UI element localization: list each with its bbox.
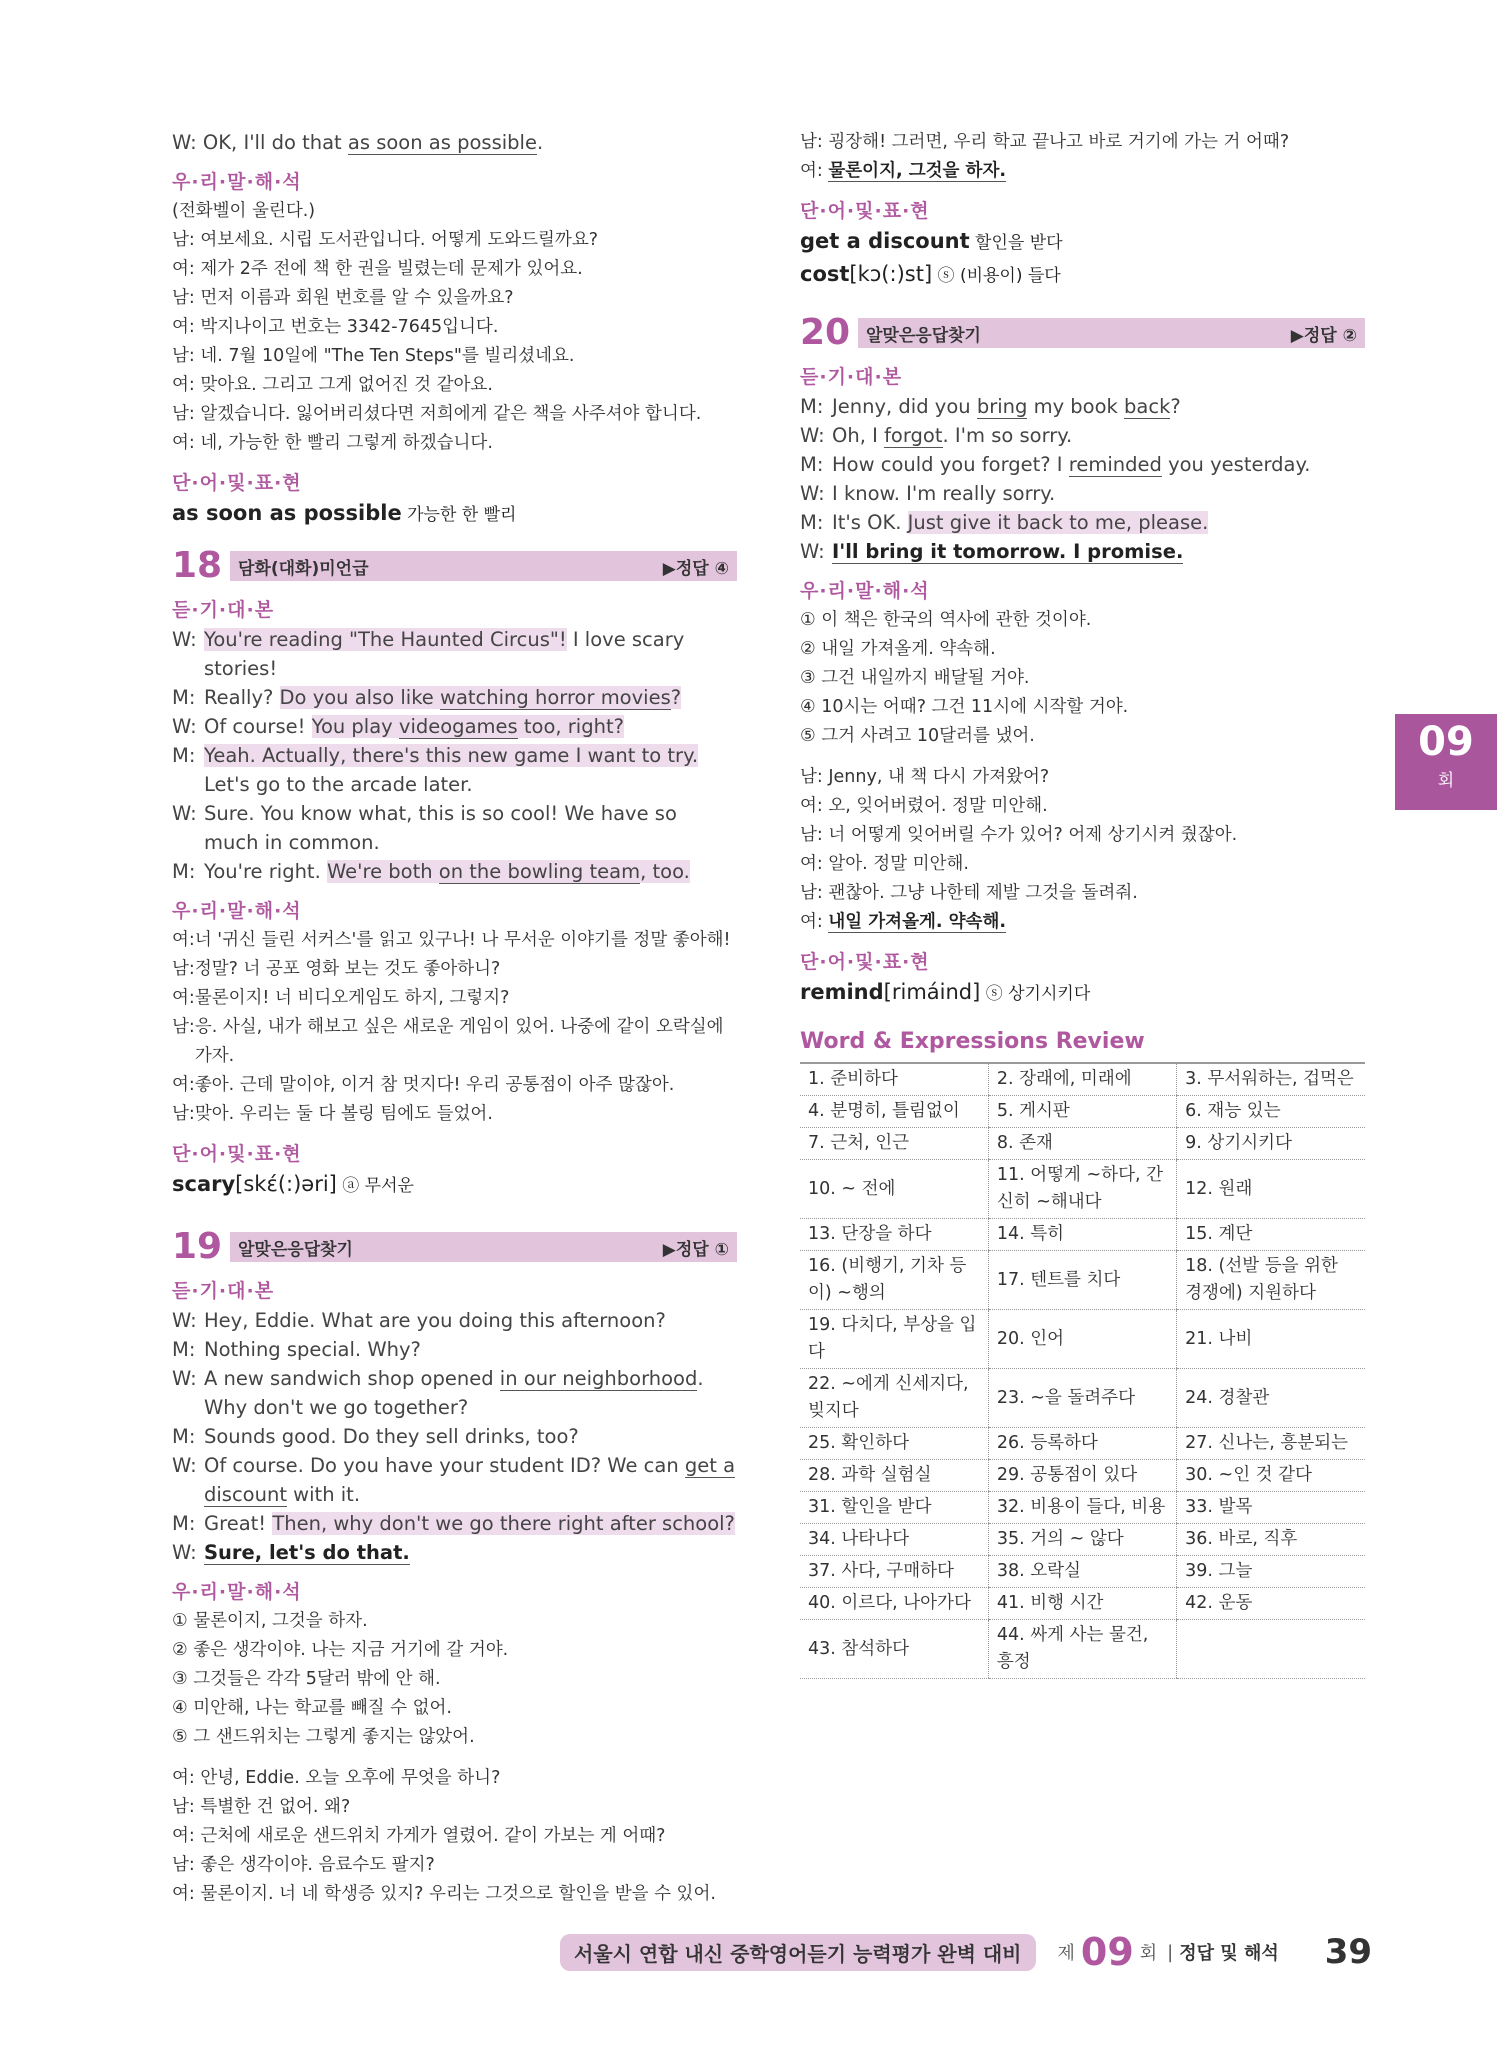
- dialogue-text: [204, 1509, 737, 1538]
- translation-line: 남: 네. 7월 10일에 "The Ten Steps"를 빌리셨네요.: [172, 346, 575, 366]
- s18-title-bar: 담화(대화)미언급 ▶정답 ④: [230, 551, 737, 581]
- translation-text: 남: Jenny, 내 책 다시 가져왔어?: [800, 767, 1050, 787]
- dialogue-text: [204, 1538, 737, 1567]
- dialogue-text: [204, 625, 737, 683]
- review-cell: 25. 확인하다: [800, 1428, 988, 1460]
- dialogue-text: [204, 683, 737, 712]
- translation-text: 여:: [800, 161, 829, 181]
- translation-line: [172, 1013, 737, 1071]
- dialogue-segment: Let's go to the arcade later.: [204, 773, 473, 796]
- dialogue-segment: Sure. You know what, this is so cool! We have so much in common.: [204, 802, 677, 854]
- dialogue-line: [172, 857, 737, 886]
- review-cell: 15. 계단: [1177, 1219, 1365, 1251]
- review-title: Word & Expressions Review: [800, 1029, 1145, 1054]
- translation-line: [172, 1071, 737, 1100]
- s19-script: [172, 1306, 737, 1567]
- translation-line: ⑤ 그거 사려고 10달러를 냈어.: [800, 726, 1035, 746]
- footer: [560, 1932, 1372, 1972]
- dialogue-line: [800, 392, 1365, 421]
- s17-trans-heading: 우·리·말·해·석: [172, 171, 302, 193]
- speaker: 여:: [172, 1075, 195, 1095]
- review-row: [800, 1369, 1365, 1428]
- translation-line: [800, 908, 1365, 937]
- speaker: M:: [172, 860, 196, 883]
- translation-text: 너 '귀신 들린 서커스'를 읽고 있구나! 나 무서운 이야기를 정말 좋아해!: [194, 930, 731, 950]
- translation-line: ② 좋은 생각이야. 나는 지금 거기에 갈 거야.: [172, 1640, 509, 1660]
- dialogue-segment: reminded: [1068, 453, 1162, 476]
- review-cell: 38. 오락실: [988, 1556, 1176, 1588]
- s19-trans-heading: 우·리·말·해·석: [172, 1581, 302, 1603]
- translation-line: 여: 제가 2주 전에 책 한 권을 빌렸는데 문제가 있어요.: [172, 259, 583, 279]
- translation-text: 여: 오, 잊어버렸어. 정말 미안해.: [800, 796, 1048, 816]
- speaker: M:: [172, 1425, 196, 1448]
- footer-label: 정답 및 해석: [1179, 1943, 1279, 1964]
- s20-script: [800, 392, 1365, 566]
- dialogue-line: [800, 537, 1365, 566]
- review-cell: 1. 준비하다: [800, 1063, 988, 1096]
- review-cell: 30. ~인 것 같다: [1177, 1460, 1365, 1492]
- dialogue-line: [172, 799, 737, 857]
- speaker: W:: [172, 802, 197, 825]
- translation-line: [800, 128, 1365, 157]
- review-cell: 22. ~에게 신세지다, 빚지다: [800, 1369, 988, 1428]
- review-cell: 20. 인어: [988, 1310, 1176, 1369]
- s20-header: [800, 314, 1365, 352]
- translation-line: 여: 물론이지. 너 네 학생증 있지? 우리는 그것으로 할인을 받을 수 있어.: [172, 1884, 716, 1904]
- dialogue-segment: I'll bring it tomorrow. I promise.: [832, 540, 1184, 563]
- s19-translation-cont: [800, 128, 1365, 186]
- s19-answer: ▶정답 ①: [662, 1239, 729, 1260]
- dialogue-segment: back: [1124, 395, 1171, 418]
- dialogue-text: [204, 1451, 737, 1509]
- translation-line: [172, 955, 737, 984]
- translation-line: ④ 미안해, 나는 학교를 빼질 수 없어.: [172, 1698, 452, 1718]
- s17-first-line: W: OK, I'll do that as soon as possible.: [172, 131, 544, 154]
- review-cell: 34. 나타나다: [800, 1524, 988, 1556]
- dialogue-line: [172, 1364, 737, 1422]
- review-table: [800, 1062, 1365, 1679]
- translation-text: 여:: [800, 912, 829, 932]
- dialogue-text: [204, 1364, 737, 1422]
- translation-line: ① 이 책은 한국의 역사에 관한 것이야.: [800, 610, 1092, 630]
- review-cell: 6. 재능 있는: [1177, 1096, 1365, 1128]
- translation-line: ① 물론이지, 그것을 하자.: [172, 1611, 368, 1631]
- review-cell: 36. 바로, 직후: [1177, 1524, 1365, 1556]
- review-cell: 5. 게시판: [988, 1096, 1176, 1128]
- s20-answer: ▶정답 ②: [1290, 325, 1357, 346]
- dialogue-segment: Then, why don't we go there right after school?: [272, 1512, 735, 1535]
- s17-translation: [172, 197, 737, 458]
- translation-line: 남: 알겠습니다. 잃어버리셨다면 저희에게 같은 책을 사주셔야 합니다.: [172, 404, 702, 424]
- s18-vocab: scary[skέ(:)əri] ⓐ 무서운: [172, 1172, 414, 1196]
- dialogue-text: [832, 421, 1365, 450]
- dialogue-segment: Hey, Eddie. What are you doing this afternoon?: [204, 1309, 666, 1332]
- translation-line: ③ 그것들은 각각 5달러 밖에 안 해.: [172, 1669, 441, 1689]
- translation-text: 정말? 너 공포 영화 보는 것도 좋아하니?: [194, 959, 501, 979]
- translation-line: 여: 네, 가능한 한 빨리 그렇게 하겠습니다.: [172, 433, 493, 453]
- dialogue-segment: watching horror movies: [440, 686, 671, 709]
- review-cell: 7. 근처, 인근: [800, 1128, 988, 1160]
- translation-line: [800, 850, 1365, 879]
- dialogue-line: [800, 508, 1365, 537]
- speaker: W:: [172, 715, 197, 738]
- review-row: [800, 1460, 1365, 1492]
- review-cell: 11. 어떻게 ~하다, 간신히 ~해내다: [988, 1160, 1176, 1219]
- review-cell: 18. (선발 등을 위한 경쟁에) 지원하다: [1177, 1251, 1365, 1310]
- dialogue-segment: I love scary stories!: [204, 628, 685, 680]
- dialogue-line: [800, 421, 1365, 450]
- translation-line: 남: 먼저 이름과 회원 번호를 알 수 있을까요?: [172, 288, 514, 308]
- dialogue-segment: . I'm so sorry.: [942, 424, 1073, 447]
- s18-script: [172, 625, 737, 886]
- translation-text: 물론이지! 너 비디오게임도 하지, 그렇지?: [194, 988, 510, 1008]
- speaker: W:: [172, 1309, 197, 1332]
- s18-header: [172, 547, 737, 585]
- review-row: [800, 1428, 1365, 1460]
- dialogue-line: [172, 1422, 737, 1451]
- dialogue-text: [204, 741, 737, 799]
- s20-vocab: remind[rimáind] ⓢ 상기시키다: [800, 980, 1091, 1004]
- speaker: W:: [172, 1454, 197, 1477]
- s18-trans-heading: 우·리·말·해·석: [172, 900, 302, 922]
- speaker: M:: [800, 453, 824, 476]
- s19-vocab-heading: 단·어·및·표·현: [800, 200, 930, 222]
- dialogue-segment: Yeah. Actually, there's this new game I want to try.: [204, 744, 699, 767]
- review-cell: 29. 공통점이 있다: [988, 1460, 1176, 1492]
- translation-line: ② 내일 가져올게. 약속해.: [800, 639, 996, 659]
- translation-text: 남: 굉장해! 그러면, 우리 학교 끝나고 바로 거기에 가는 거 어때?: [800, 132, 1290, 152]
- dialogue-segment: my book: [1027, 395, 1125, 418]
- dialogue-segment: Great!: [204, 1512, 273, 1535]
- translation-line: 여: 맞아요. 그리고 그게 없어진 것 같아요.: [172, 375, 493, 395]
- translation-text: 응. 사실, 내가 해보고 싶은 새로운 게임이 있어. 나중에 같이 오락실에 가자.: [194, 1017, 724, 1066]
- translation-text: 남: 괜찮아. 그냥 나한테 제발 그것을 돌려줘.: [800, 883, 1138, 903]
- translation-line: 남: 특별한 건 없어. 왜?: [172, 1797, 351, 1817]
- s20-number: 20: [800, 312, 851, 353]
- speaker: W:: [172, 1541, 197, 1564]
- review-row: [800, 1556, 1365, 1588]
- dialogue-segment: How could you forget? I: [832, 453, 1069, 476]
- speaker: M:: [172, 1338, 196, 1361]
- translation-line: 남: 좋은 생각이야. 음료수도 팔지?: [172, 1855, 435, 1875]
- review-cell: 14. 특히: [988, 1219, 1176, 1251]
- review-cell: 23. ~을 돌려주다: [988, 1369, 1176, 1428]
- s20-script-heading: 듣·기·대·본: [800, 366, 903, 388]
- dialogue-segment: forgot: [884, 424, 943, 447]
- translation-line: [800, 879, 1365, 908]
- review-cell: 4. 분명히, 틀림없이: [800, 1096, 988, 1128]
- dialogue-segment: you yesterday.: [1161, 453, 1311, 476]
- speaker: 여:: [172, 988, 195, 1008]
- review-row: [800, 1310, 1365, 1369]
- translation-line: [800, 792, 1365, 821]
- dialogue-segment: A new sandwich shop opened: [204, 1367, 500, 1390]
- translation-text: 맞아. 우리는 둘 다 볼링 팀에도 들었어.: [194, 1104, 493, 1124]
- dialogue-segment: Just give it back to me, please.: [907, 511, 1209, 534]
- review-cell: 28. 과학 실험실: [800, 1460, 988, 1492]
- footer-number: 09: [1080, 1930, 1134, 1974]
- dialogue-text: [204, 1306, 737, 1335]
- dialogue-text: [204, 1422, 737, 1451]
- translation-text: 남: 너 어떻게 잊어버릴 수가 있어? 어제 상기시켜 줬잖아.: [800, 825, 1238, 845]
- s19-script-heading: 듣·기·대·본: [172, 1280, 275, 1302]
- review-cell: 9. 상기시키다: [1177, 1128, 1365, 1160]
- dialogue-segment: Oh, I: [832, 424, 885, 447]
- dialogue-segment: Jenny, did you: [832, 395, 977, 418]
- dialogue-segment: Sure, let's do that.: [204, 1541, 410, 1564]
- dialogue-segment: , too.: [640, 860, 690, 883]
- dialogue-segment: Sounds good. Do they sell drinks, too?: [204, 1425, 579, 1448]
- dialogue-line: [800, 479, 1365, 508]
- dialogue-segment: with it.: [286, 1483, 361, 1506]
- review-row: [800, 1219, 1365, 1251]
- dialogue-line: [172, 625, 737, 683]
- review-cell: 32. 비용이 들다, 비용: [988, 1492, 1176, 1524]
- right-column: [800, 128, 1365, 1679]
- s18-answer: ▶정답 ④: [662, 558, 729, 579]
- dialogue-text: [832, 392, 1365, 421]
- review-cell: 27. 신나는, 흥분되는: [1177, 1428, 1365, 1460]
- dialogue-text: [204, 1335, 737, 1364]
- dialogue-line: [172, 1306, 737, 1335]
- review-cell: 26. 등록하다: [988, 1428, 1176, 1460]
- translation-text: 좋아. 근데 말이야, 이거 참 멋지다! 우리 공통점이 아주 많잖아.: [194, 1075, 675, 1095]
- dialogue-segment: bring: [976, 395, 1028, 418]
- dialogue-segment: You're right.: [204, 860, 327, 883]
- speaker: M:: [172, 744, 196, 767]
- s17-vocab: as soon as possible 가능한 한 빨리: [172, 501, 517, 525]
- dialogue-text: [204, 799, 737, 857]
- translation-line: ⑤ 그 샌드위치는 그렇게 좋지는 않았어.: [172, 1727, 475, 1747]
- translation-line: [172, 984, 737, 1013]
- dialogue-text: [204, 712, 737, 741]
- review-cell: [1177, 1620, 1365, 1679]
- review-cell: 35. 거의 ~ 않다: [988, 1524, 1176, 1556]
- chapter-tab-label: 회: [1437, 771, 1455, 791]
- s19-header: [172, 1228, 737, 1266]
- review-row: [800, 1524, 1365, 1556]
- answer-underline: 내일 가져올게. 약속해.: [828, 912, 1007, 932]
- dialogue-line: [800, 450, 1365, 479]
- dialogue-text: [832, 479, 1365, 508]
- review-row: [800, 1096, 1365, 1128]
- footer-je: 제: [1057, 1943, 1075, 1964]
- translation-line: 남: 여보세요. 시립 도서관입니다. 어떻게 도와드릴까요?: [172, 230, 599, 250]
- dialogue-segment: ?: [670, 686, 682, 709]
- s18-translation: [172, 926, 737, 1129]
- s17-vocab-heading: 단·어·및·표·현: [172, 472, 302, 494]
- review-cell: 17. 텐트를 치다: [988, 1251, 1176, 1310]
- review-row: [800, 1620, 1365, 1679]
- speaker: M:: [800, 395, 824, 418]
- dialogue-segment: We're both: [326, 860, 439, 883]
- review-row: [800, 1063, 1365, 1096]
- review-cell: 41. 비행 시간: [988, 1588, 1176, 1620]
- dialogue-segment: videogames: [398, 715, 518, 738]
- speaker: 남:: [172, 959, 195, 979]
- translation-line: ③ 그건 내일까지 배달될 거야.: [800, 668, 1030, 688]
- s20-trans-heading: 우·리·말·해·석: [800, 580, 930, 602]
- review-cell: 31. 할인을 받다: [800, 1492, 988, 1524]
- speaker: 여:: [172, 930, 195, 950]
- review-cell: 37. 사다, 구매하다: [800, 1556, 988, 1588]
- dialogue-text: [204, 857, 737, 886]
- review-cell: 12. 원래: [1177, 1160, 1365, 1219]
- dialogue-segment: I know. I'm really sorry.: [832, 482, 1056, 505]
- dialogue-segment: Really?: [204, 686, 280, 709]
- s20-title-bar: 알맞은응답찾기 ▶정답 ②: [858, 318, 1365, 348]
- dialogue-line: [172, 712, 737, 741]
- review-cell: 24. 경찰관: [1177, 1369, 1365, 1428]
- review-cell: 42. 운동: [1177, 1588, 1365, 1620]
- s19-vocab-1: get a discount 할인을 받다: [800, 229, 1063, 253]
- dialogue-text: [832, 537, 1365, 566]
- speaker: 남:: [172, 1104, 195, 1124]
- dialogue-line: [172, 1335, 737, 1364]
- s19-number: 19: [172, 1226, 223, 1267]
- speaker: 남:: [172, 1017, 195, 1037]
- dialogue-text: [832, 508, 1365, 537]
- review-row: [800, 1588, 1365, 1620]
- speaker: W:: [800, 482, 825, 505]
- footer-hoe: 회: [1139, 1943, 1158, 1964]
- dialogue-segment: Of course!: [204, 715, 312, 738]
- review-cell: 21. 나비: [1177, 1310, 1365, 1369]
- s19-translation: [172, 1764, 737, 1909]
- translation-line: 여: 근처에 새로운 샌드위치 가게가 열렸어. 같이 가보는 게 어때?: [172, 1826, 666, 1846]
- translation-line: [800, 763, 1365, 792]
- dialogue-segment: Of course. Do you have your student ID? We can: [204, 1454, 685, 1477]
- speaker: W:: [172, 628, 197, 651]
- dialogue-segment: Do you also like: [279, 686, 441, 709]
- dialogue-segment: on the bowling team: [438, 860, 641, 883]
- s19-options: [172, 1607, 737, 1752]
- translation-line: [800, 157, 1365, 186]
- review-cell: 13. 단장을 하다: [800, 1219, 988, 1251]
- speaker: W:: [800, 540, 825, 563]
- translation-line: (전화벨이 울린다.): [172, 201, 316, 221]
- dialogue-segment: Nothing special. Why?: [204, 1338, 421, 1361]
- dialogue-segment: . Why don't we go together?: [204, 1367, 704, 1419]
- translation-line: [800, 821, 1365, 850]
- footer-title: 서울시 연합 내신 중학영어듣기 능력평가 완벽 대비: [560, 1934, 1036, 1971]
- speaker: W:: [172, 1367, 197, 1390]
- dialogue-segment: ?: [1170, 395, 1181, 418]
- page-number: 39: [1324, 1932, 1373, 1972]
- speaker: M:: [172, 1512, 196, 1535]
- dialogue-segment: You play: [311, 715, 399, 738]
- review-cell: 33. 발목: [1177, 1492, 1365, 1524]
- answer-underline: 물론이지, 그것을 하자.: [828, 161, 1007, 181]
- review-row: [800, 1128, 1365, 1160]
- dialogue-segment: too, right?: [517, 715, 624, 738]
- s20-vocab-heading: 단·어·및·표·현: [800, 951, 930, 973]
- translation-line: [172, 926, 737, 955]
- footer-separator: |: [1167, 1941, 1174, 1963]
- speaker: M:: [800, 511, 824, 534]
- chapter-tab-number: 09: [1418, 719, 1474, 765]
- review-cell: 40. 이르다, 나아가다: [800, 1588, 988, 1620]
- review-cell: 3. 무서워하는, 겁먹은: [1177, 1063, 1365, 1096]
- s18-vocab-heading: 단·어·및·표·현: [172, 1143, 302, 1165]
- dialogue-line: [172, 1509, 737, 1538]
- chapter-tab: [1395, 714, 1497, 810]
- review-row: [800, 1492, 1365, 1524]
- dialogue-line: [172, 1451, 737, 1509]
- s20-translation: [800, 763, 1365, 937]
- translation-line: ④ 10시는 어때? 그건 11시에 시작할 거야.: [800, 697, 1129, 717]
- dialogue-line: [172, 683, 737, 712]
- review-cell: 19. 다치다, 부상을 입다: [800, 1310, 988, 1369]
- dialogue-line: [172, 741, 737, 799]
- dialogue-line: [172, 1538, 737, 1567]
- s20-options: [800, 606, 1365, 751]
- speaker: W:: [800, 424, 825, 447]
- s18-script-heading: 듣·기·대·본: [172, 599, 275, 621]
- speaker: M:: [172, 686, 196, 709]
- dialogue-segment: in our neighborhood: [499, 1367, 698, 1390]
- translation-line: 여: 박지나이고 번호는 3342-7645입니다.: [172, 317, 499, 337]
- review-cell: 16. (비행기, 기차 등이) ~행의: [800, 1251, 988, 1310]
- dialogue-segment: It's OK.: [832, 511, 908, 534]
- review-row: [800, 1251, 1365, 1310]
- review-cell: 39. 그늘: [1177, 1556, 1365, 1588]
- review-cell: 10. ~ 전에: [800, 1160, 988, 1219]
- translation-line: [172, 1100, 737, 1129]
- dialogue-text: [832, 450, 1365, 479]
- dialogue-segment: You're reading "The Haunted Circus"!: [204, 628, 567, 651]
- dialogue-segment: get a discount: [204, 1454, 736, 1506]
- s19-vocab-2: cost[kɔ(:)st] ⓢ (비용이) 들다: [800, 262, 1061, 286]
- review-cell: 44. 싸게 사는 물건, 흥정: [988, 1620, 1176, 1679]
- s19-title-bar: 알맞은응답찾기 ▶정답 ①: [230, 1232, 737, 1262]
- review-row: [800, 1160, 1365, 1219]
- translation-line: 여: 안녕, Eddie. 오늘 오후에 무엇을 하니?: [172, 1768, 501, 1788]
- review-cell: 8. 존재: [988, 1128, 1176, 1160]
- review-cell: 2. 장래에, 미래에: [988, 1063, 1176, 1096]
- review-cell: 43. 참석하다: [800, 1620, 988, 1679]
- left-column: [172, 128, 737, 1909]
- s18-number: 18: [172, 545, 223, 586]
- translation-text: 여: 알아. 정말 미안해.: [800, 854, 969, 874]
